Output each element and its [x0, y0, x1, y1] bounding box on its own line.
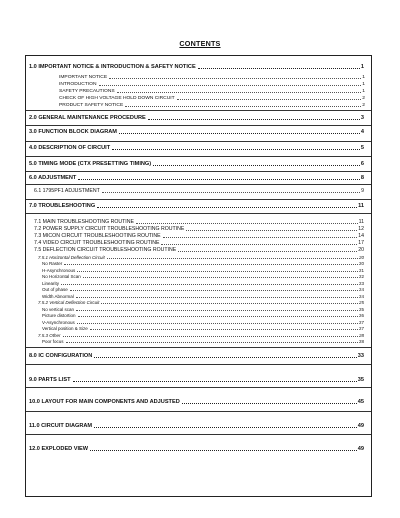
dot-leader — [163, 237, 358, 238]
toc-entry-label: Picture distortion — [42, 313, 76, 319]
toc-entry-6[interactable] — [29, 174, 364, 181]
toc-entry-page: 2 — [362, 95, 365, 101]
dot-leader — [186, 230, 357, 231]
toc-subentry[interactable] — [59, 73, 365, 80]
dot-leader — [182, 403, 357, 404]
dot-leader — [94, 427, 357, 428]
dot-leader — [136, 223, 358, 224]
dot-leader — [63, 336, 358, 337]
dot-leader — [102, 192, 360, 193]
toc-subentry[interactable] — [34, 225, 364, 232]
dot-leader — [61, 284, 358, 285]
toc-entry-label: No Horizontal Scan — [42, 274, 81, 280]
section-divider — [26, 171, 371, 172]
toc-entry-label: IMPORTANT NOTICE — [59, 74, 108, 80]
toc-entry-page: 49 — [357, 445, 364, 452]
toc-entry-page: 17 — [358, 239, 364, 246]
toc-entry-label: 6.1 1795PF1 ADJUSTMENT — [34, 187, 100, 194]
toc-entry-page: 26 — [358, 313, 364, 319]
toc-entry-label: No Raster — [42, 261, 63, 267]
dot-leader — [90, 450, 357, 451]
toc-entry-label: 7.2 POWER SUPPLY CIRCUIT TROUBLESHOOTING ROUTINE — [34, 225, 185, 232]
dot-leader — [161, 244, 357, 245]
dot-leader — [78, 316, 358, 317]
toc-entry-label: 10.0 LAYOUT FOR MAIN COMPONENTS AND ADJUSTED — [29, 398, 180, 405]
toc-entry-page: 6 — [360, 160, 364, 167]
toc-entry-page: 1 — [362, 88, 365, 94]
section-divider — [26, 156, 371, 157]
dot-leader — [76, 310, 358, 311]
dot-leader — [178, 251, 357, 252]
toc-entry-page: 28 — [358, 339, 364, 345]
toc-subentry[interactable] — [59, 94, 365, 101]
dot-leader — [198, 68, 360, 69]
toc-entry-label: V-Asynchronous — [42, 319, 75, 325]
toc-entry-page: 49 — [357, 422, 364, 429]
toc-entry-label: Vertical position & Size — [42, 326, 88, 332]
dot-leader — [73, 381, 357, 382]
toc-entry-page: 24 — [358, 293, 364, 299]
toc-entry-10[interactable] — [29, 398, 364, 405]
toc-entry-9[interactable] — [29, 376, 364, 383]
toc-entry-page: 2 — [362, 102, 365, 108]
section-divider — [26, 387, 371, 388]
toc-entry-page: 25 — [358, 300, 364, 306]
toc-subentry[interactable] — [42, 338, 364, 345]
page-title: CONTENTS — [179, 39, 221, 48]
toc-entry-2[interactable] — [29, 114, 364, 121]
toc-entry-label: 2.0 GENERAL MAINTENANCE PROCEDURE — [29, 114, 146, 121]
toc-entry-label: No vertical scan — [42, 306, 75, 312]
dot-leader — [77, 271, 358, 272]
dot-leader — [83, 277, 358, 278]
toc-entry-page: 21 — [358, 267, 364, 273]
toc-entry-page: 24 — [358, 287, 364, 293]
toc-entry-label: 7.3 MICON CIRCUIT TROUBLESHOOTING ROUTINE — [34, 232, 161, 239]
toc-entry-label: 7.5.3 Other — [38, 332, 61, 338]
dot-leader — [78, 179, 360, 180]
toc-entry-6-1[interactable] — [34, 187, 364, 194]
toc-entry-4[interactable] — [29, 144, 364, 151]
toc-entry-3[interactable] — [29, 128, 364, 135]
dot-leader — [112, 149, 360, 150]
toc-subentry[interactable] — [59, 101, 365, 108]
toc-entry-12[interactable] — [29, 445, 364, 452]
dot-leader — [90, 329, 358, 330]
toc-subentry[interactable] — [59, 80, 365, 87]
section-divider — [26, 199, 371, 200]
dot-leader — [107, 258, 358, 259]
dot-leader — [119, 133, 360, 134]
toc-entry-label: 3.0 FUNCTION BLOCK DIAGRAM — [29, 128, 117, 135]
toc-entry-page: 14 — [358, 232, 364, 239]
toc-entry-label: SAFETY PRECAUTIONS — [59, 88, 115, 94]
dot-leader — [101, 303, 358, 304]
dot-leader — [94, 357, 356, 358]
toc-entry-label: H-Asynchronous — [42, 267, 76, 273]
toc-entry-page: 25 — [358, 306, 364, 312]
dot-leader — [64, 264, 358, 265]
section-divider — [26, 364, 371, 365]
toc-entry-label: 7.5 DEFLECTION CIRCUIT TROUBLESHOOTING ROUTINE — [34, 246, 177, 253]
toc-entry-label: INTRODUCTION — [59, 81, 97, 87]
toc-entry-page: 9 — [361, 187, 364, 194]
toc-entry-label: Linearity — [42, 280, 60, 286]
toc-entry-page: 35 — [357, 376, 364, 383]
toc-entry-label: 5.0 TIMING MODE (CTX PRESETTING TIMING) — [29, 160, 152, 167]
toc-entry-label: 4.0 DESCRIPTION OF CIRCUIT — [29, 144, 111, 151]
toc-entry-page: 45 — [357, 398, 364, 405]
toc-entry-label: PRODUCT SAFETY NOTICE — [59, 102, 124, 108]
toc-entry-page: 11 — [358, 218, 364, 225]
toc-entry-label: Out of phase — [42, 287, 68, 293]
dot-leader — [99, 85, 362, 86]
toc-entry-label: 9.0 PARTS LIST — [29, 376, 71, 383]
toc-entry-page: 1 — [360, 63, 364, 70]
section-divider — [26, 184, 371, 185]
dot-leader — [109, 78, 361, 79]
toc-entry-7[interactable] — [29, 202, 364, 209]
toc-entry-page: 20 — [358, 254, 364, 260]
toc-entry-page: 8 — [360, 174, 364, 181]
toc-entry-label: 6.0 ADJUSTMENT — [29, 174, 77, 181]
dot-leader — [148, 119, 360, 120]
toc-entry-page: 1 — [362, 81, 365, 87]
toc-entry-page: 5 — [360, 144, 364, 151]
toc-entry-page: 23 — [358, 280, 364, 286]
toc-entry-label: 7.5.1 Horizontal Deflection Circuit — [38, 254, 105, 260]
toc-entry-page: 3 — [360, 114, 364, 121]
toc-entry-label: CHECK OF HIGH VOLTAGE HOLD DOWN CIRCUIT — [59, 95, 175, 101]
toc-entry-label: 7.1 MAIN TROUBLESHOOTING ROUTINE — [34, 218, 134, 225]
toc-entry-5[interactable] — [29, 160, 364, 167]
dot-leader — [97, 207, 357, 208]
section-divider — [26, 434, 371, 435]
dot-leader — [70, 290, 358, 291]
toc-entry-11[interactable] — [29, 422, 364, 429]
section-divider — [26, 411, 371, 412]
toc-entry-label: 7.0 TROUBLESHOOTING — [29, 202, 96, 209]
toc-entry-page: 20 — [358, 261, 364, 267]
toc-subentry[interactable] — [34, 239, 364, 246]
dot-leader — [66, 342, 358, 343]
section-divider — [26, 213, 371, 214]
toc-entry-page: 22 — [358, 274, 364, 280]
section-divider — [26, 141, 371, 142]
section-divider — [26, 125, 371, 126]
toc-entry-page: 4 — [360, 128, 364, 135]
toc-entry-label: Poor focus — [42, 339, 64, 345]
toc-subentry[interactable] — [59, 87, 365, 94]
toc-subentry[interactable] — [34, 232, 364, 239]
dot-leader — [153, 165, 360, 166]
contents-table — [25, 55, 372, 497]
toc-entry-label: Width Abnormal — [42, 293, 74, 299]
toc-entry-label: 1.0 IMPORTANT NOTICE & INTRODUCTION & SAFETY NOTICE — [29, 63, 196, 70]
toc-entry-page: 12 — [358, 225, 364, 232]
toc-entry-page: 28 — [358, 332, 364, 338]
toc-entry-page: 27 — [358, 326, 364, 332]
dot-leader — [77, 323, 358, 324]
section-divider — [26, 347, 371, 348]
toc-entry-1[interactable] — [29, 63, 364, 70]
toc-entry-label: 11.0 CIRCUIT DIAGRAM — [29, 422, 93, 429]
toc-entry-page: 33 — [357, 352, 364, 359]
toc-entry-page: 27 — [358, 319, 364, 325]
toc-entry-label: 8.0 IC CONFIGURATION — [29, 352, 93, 359]
toc-entry-page: 11 — [358, 202, 364, 209]
toc-entry-label: 7.5.2 Vertical Deflection Circuit — [38, 300, 100, 306]
toc-entry-page: 1 — [362, 74, 365, 80]
dot-leader — [76, 297, 358, 298]
toc-entry-label: 12.0 EXPLODED VIEW — [29, 445, 89, 452]
toc-entry-label: 7.4 VIDEO CIRCUIT TROUBLESHOOTING ROUTINE — [34, 239, 160, 246]
toc-entry-page: 20 — [358, 246, 364, 253]
dot-leader — [125, 106, 361, 107]
toc-entry-8[interactable] — [29, 352, 364, 359]
dot-leader — [177, 99, 362, 100]
toc-subentry[interactable] — [34, 218, 364, 225]
section-divider — [26, 110, 371, 111]
dot-leader — [117, 92, 362, 93]
toc-subentry[interactable] — [34, 246, 364, 253]
